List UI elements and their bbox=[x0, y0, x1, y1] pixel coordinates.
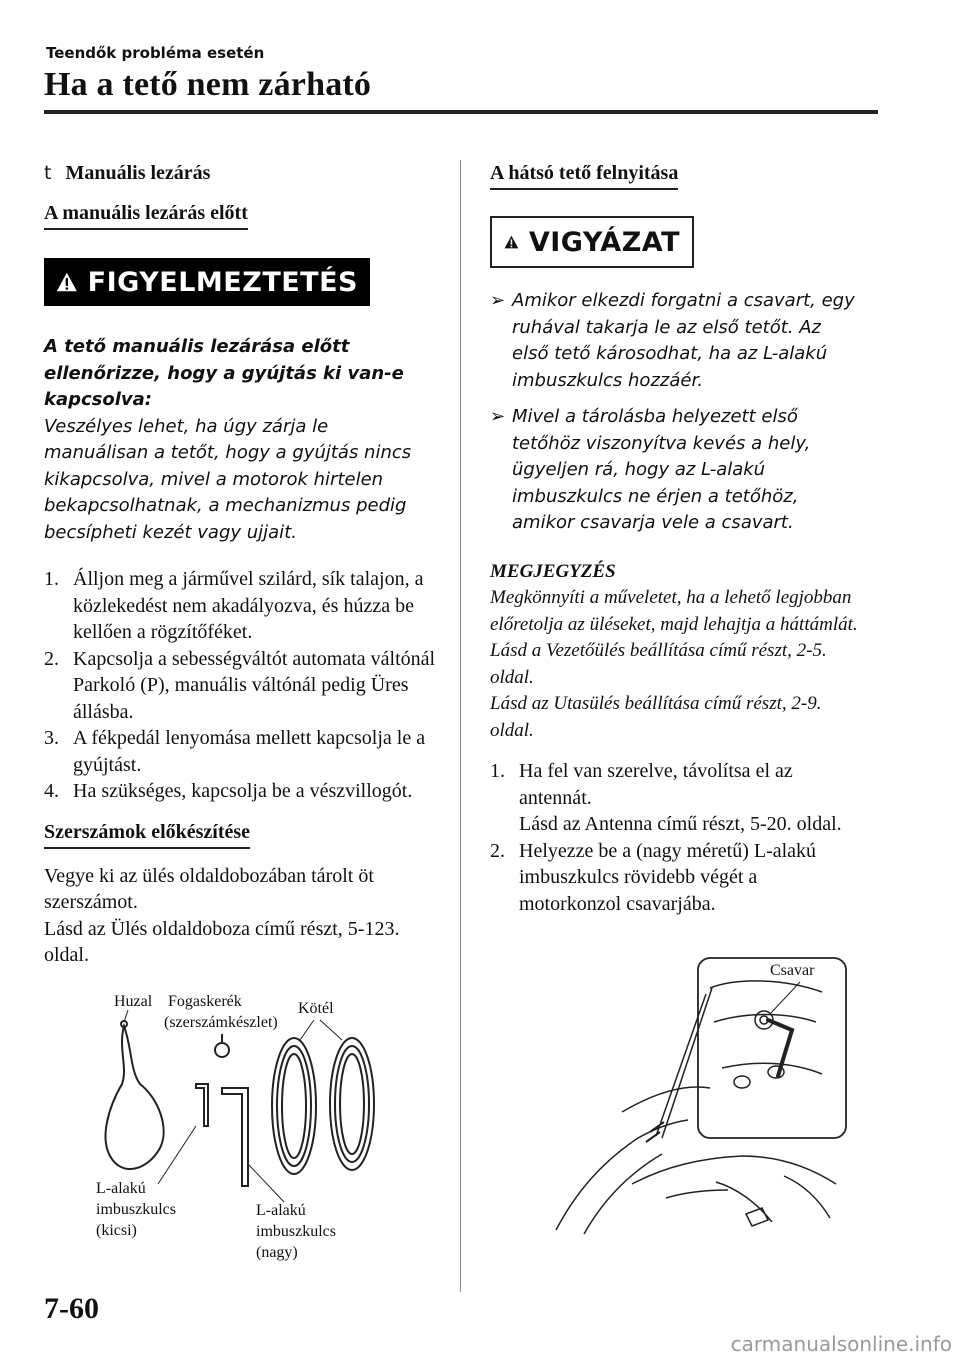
rear-roof-heading: A hátsó tető felnyitása bbox=[490, 162, 678, 190]
warning-body bbox=[44, 334, 434, 546]
note-block bbox=[490, 559, 862, 745]
step-text: Ha fel van szerelve, távolítsa el az antennát. bbox=[519, 760, 793, 809]
step-text: Ha szükséges, kapcsolja be a vészvillogót. bbox=[73, 780, 413, 802]
caution-banner bbox=[490, 216, 694, 268]
section-label: Teendők probléma esetén bbox=[46, 44, 265, 62]
left-column bbox=[44, 162, 444, 969]
list-item bbox=[490, 288, 862, 394]
step-number: 3. bbox=[44, 727, 59, 749]
caution-text: Mivel a tárolásba helyezett első tetőhöz viszonyítva kevés a hely, ügyeljen rá, hogy az L-alakú imbuszkulcs ne érjen a tetőhöz, amikor csavarja vele a csavart. bbox=[512, 406, 811, 533]
right-steps-list bbox=[490, 758, 862, 917]
step-text: Helyezze be a (nagy méretű) L-alakú imbuszkulcs rövidebb végét a motorkonzol csavarjába. bbox=[519, 839, 817, 915]
step-reference: Lásd az Antenna című részt, 5-20. oldal. bbox=[519, 813, 842, 835]
note-line: Megkönnyíti a műveletet, ha a lehető legjobban előretolja az üléseket, majd lehajtja a háttámlát. bbox=[490, 587, 858, 635]
title-rule bbox=[44, 110, 878, 114]
tools-text-1: Vegye ki az ülés oldaldobozában tárolt öt szerszámot. bbox=[44, 864, 374, 913]
heading-bullet-glyph: t bbox=[44, 162, 52, 184]
tools-figure bbox=[88, 988, 388, 1278]
caution-triangle-icon bbox=[504, 229, 519, 255]
caution-text: Amikor elkezdi forgatni a csavart, egy ruhával takarja le az első tetőt. Az első tető károsodhat, ha az L-alakú imbuszkulcs hozzáér. bbox=[512, 290, 855, 391]
step-text: A fékpedál lenyomása mellett kapcsolja le a gyújtást. bbox=[73, 727, 426, 776]
label-fogaskerek: Fogaskerék bbox=[168, 993, 242, 1010]
tools-heading: Szerszámok előkészítése bbox=[44, 821, 250, 849]
warning-bold-text: A tető manuális lezárása előtt ellenőrizze, hogy a gyújtás ki van-e kapcsolva: bbox=[44, 336, 404, 410]
warning-triangle-icon bbox=[56, 269, 78, 295]
rear-roof-heading-wrap bbox=[490, 162, 880, 190]
before-manual-locking-subheading-wrap bbox=[44, 202, 444, 230]
page-title: Ha a tető nem zárható bbox=[44, 66, 372, 103]
tools-heading-wrap bbox=[44, 821, 444, 849]
left-steps-list bbox=[44, 566, 439, 805]
list-item bbox=[44, 566, 439, 646]
warning-label: FIGYELMEZTETÉS bbox=[87, 266, 358, 298]
column-divider bbox=[460, 160, 461, 1292]
step-text: Álljon meg a járművel szilárd, sík talajon, a közlekedést nem akadályozva, és húzza be kellően a rögzítőféket. bbox=[73, 568, 424, 643]
arrow-bullet-icon: ➢ bbox=[490, 406, 506, 427]
step-number: 2. bbox=[490, 839, 505, 862]
caution-list bbox=[490, 288, 862, 537]
list-item bbox=[490, 404, 862, 537]
label-large-key: L-alakú imbuszkulcs (nagy) bbox=[256, 1202, 336, 1261]
page-number: 7-60 bbox=[44, 1292, 99, 1325]
console-illustration bbox=[546, 952, 862, 1238]
list-item bbox=[44, 725, 439, 778]
label-small-key: L-alakú imbuszkulcs (kicsi) bbox=[96, 1180, 176, 1239]
step-number: 2. bbox=[44, 647, 59, 670]
arrow-bullet-icon: ➢ bbox=[490, 290, 506, 311]
list-item bbox=[44, 778, 439, 805]
list-item bbox=[44, 646, 439, 726]
list-item bbox=[490, 758, 862, 838]
label-huzal: Huzal bbox=[114, 993, 153, 1010]
step-number: 4. bbox=[44, 780, 59, 802]
label-szerszamkeszlet: (szerszámkészlet) bbox=[164, 1014, 278, 1031]
step-text: Kapcsolja a sebességváltót automata váltónál Parkoló (P), manuális váltónál pedig Üres állásba. bbox=[73, 647, 436, 723]
note-line: Lásd a Vezetőülés beállítása című részt, 2-5. oldal. bbox=[490, 640, 827, 688]
label-kotel: Kötél bbox=[298, 1000, 334, 1017]
note-heading: MEGJEGYZÉS bbox=[490, 560, 616, 582]
watermark: carmanualsonline.info bbox=[730, 1332, 952, 1356]
manual-locking-heading bbox=[44, 162, 444, 185]
note-line: Lásd az Utasülés beállítása című részt, 2-9. oldal. bbox=[490, 693, 822, 741]
warning-banner bbox=[44, 258, 370, 306]
manual-locking-heading-text: Manuális lezárás bbox=[65, 162, 211, 184]
caution-label: VIGYÁZAT bbox=[528, 226, 680, 258]
warning-text: Veszélyes lehet, ha úgy zárja le manuálisan a tetőt, hogy a gyújtás nincs kikapcsolva, mivel a motorok hirtelen bekapcsolhatnak, a mechanizmus pedig becsípheti kezét vagy ujjait. bbox=[44, 415, 412, 543]
before-manual-locking-subheading: A manuális lezárás előtt bbox=[44, 202, 248, 230]
label-csavar: Csavar bbox=[770, 962, 815, 979]
tools-text-2: Lásd az Ülés oldaldoboza című részt, 5-123. oldal. bbox=[44, 917, 400, 966]
step-number: 1. bbox=[490, 760, 505, 782]
right-column bbox=[490, 162, 880, 917]
tools-text bbox=[44, 863, 439, 969]
console-figure bbox=[546, 952, 862, 1238]
step-number: 1. bbox=[44, 568, 59, 590]
list-item bbox=[490, 838, 862, 918]
